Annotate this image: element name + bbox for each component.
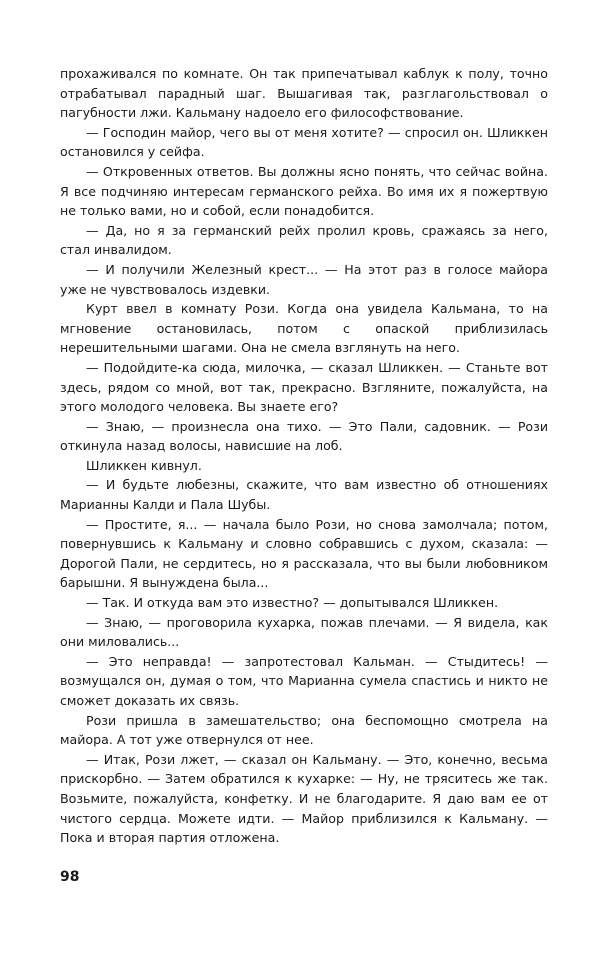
paragraph: — Знаю, — произнесла она тихо. — Это Пали, садовник. — Рози откинула назад волосы, нависшие на лоб. xyxy=(60,418,548,454)
paragraph: прохаживался по комнате. Он так припечатывал каблук к полу, точно отрабатывал парадный шаг. Вышагивая так, разглагольствовал о пагубности лжи. Кальману надоело его философствование. xyxy=(60,66,548,121)
paragraph: — И будьте любезны, скажите, что вам известно об отношениях Марианны Калди и Пала Шубы. xyxy=(60,477,548,513)
paragraph: — Это неправда! — запротестовал Кальман. — Стыдитесь! — возмущался он, думая о том, что Марианна сумела спастись и никто не сможет доказать их связь. xyxy=(60,653,548,708)
paragraph: — И получили Железный крест... — На этот раз в голосе майора уже не чувствовалось издевки. xyxy=(60,261,548,297)
paragraph: — Господин майор, чего вы от меня хотите? — спросил он. Шликкен остановился у сейфа. xyxy=(60,124,548,160)
paragraph: Рози пришла в замешательство; она беспомощно смотрела на майора. А тот уже отвернулся от нее. xyxy=(60,712,548,748)
paragraph: — Откровенных ответов. Вы должны ясно понять, что сейчас война. Я все подчиняю интересам германского рейха. Во имя их я пожертвую не только вами, но и собой, если понадобится. xyxy=(60,163,548,219)
paragraph: — Простите, я... — начала было Рози, но снова замолчала; потом, повернувшись к Кальману и словно собравшись с духом, сказала: — Дорогой Пали, не сердитесь, но я рассказала, что вы были любовником барышни. Я вынуждена была... xyxy=(60,516,548,591)
paragraph: Шликкен кивнул. xyxy=(86,457,202,473)
paragraph: — Подойдите-ка сюда, милочка, — сказал Шликкен. — Станьте вот здесь, рядом со мной, вот так, прекрасно. Взгляните, пожалуйста, на этого молодого человека. Вы знаете его? xyxy=(60,359,548,415)
page-body xyxy=(60,64,548,848)
page-number: 98 xyxy=(60,869,80,885)
paragraph: — Итак, Рози лжет, — сказал он Кальману. — Это, конечно, весьма прискорбно. — Затем обратился к кухарке: — Ну, не тряситесь же так. Возьмите, пожалуйста, конфетку. И не благодарите. Я даю вам ее от чистого сердца. Можете идти. — Майор приблизился к Кальману. — Пока и вторая партия отложена. xyxy=(60,751,548,846)
paragraph: — Знаю, — проговорила кухарка, пожав плечами. — Я видела, как они миловались... xyxy=(60,614,548,650)
paragraph: Курт ввел в комнату Рози. Когда она увидела Кальмана, то на мгновение остановилась, потом с опаской приблизилась нерешительными шагами. Она не смела взглянуть на него. xyxy=(60,301,548,356)
paragraph: — Да, но я за германский рейх пролил кровь, сражаясь за него, стал инвалидом. xyxy=(60,222,548,258)
paragraph: — Так. И откуда вам это известно? — допытывался Шликкен. xyxy=(86,595,499,611)
